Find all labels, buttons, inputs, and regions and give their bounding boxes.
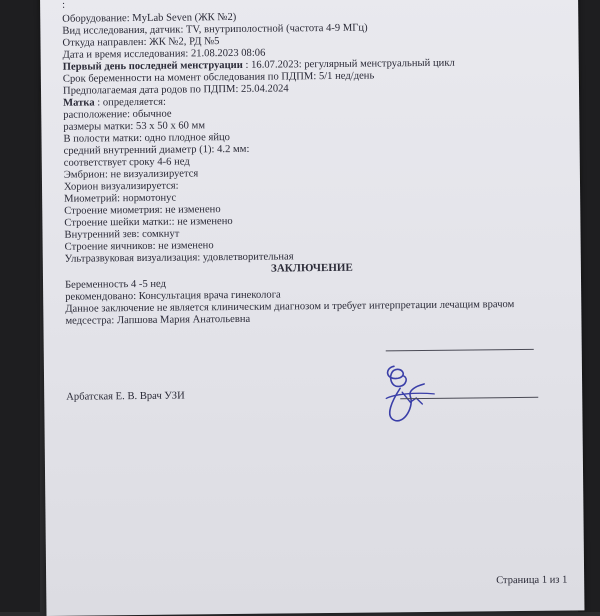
corresponds-line: соответствует сроку 4-6 нед (63, 156, 190, 169)
myometrium-structure-line: Строение миометрия: не изменено (64, 204, 221, 217)
report-page (40, 0, 584, 616)
msd-line: средний внутренний диаметр (1): 4.2 мм: (63, 143, 250, 157)
equipment-line: Оборудование: MyLab Seven (ЖК №2) (62, 11, 237, 25)
ovaries-line: Строение яичников: не изменено (64, 240, 214, 253)
ga-lmp-line: Срок беременности на момент обследования по ПДПМ: 5/1 нед/день (62, 70, 375, 85)
disclaimer-line: Данное заключение не является клиническим диагнозом и требует интерпретации лечащим врачом (65, 299, 515, 315)
position-line: расположение: обычное (63, 108, 172, 121)
uterus-line (63, 97, 166, 110)
referred-from-line: Откуда направлен: ЖК №2, РД №5 (62, 36, 220, 49)
visualization-line: Ультразвуковая визуализация: удовлетворительная (64, 251, 294, 265)
chorion-line: Хорион визуализируется: (63, 180, 179, 193)
exam-datetime-line: Дата и время исследования: 21.08.2023 08:06 (62, 47, 266, 61)
uterus-label: Матка (63, 97, 95, 109)
lmp-label: Первый день последней менструации (62, 59, 243, 73)
exam-type-line: Вид исследования, датчик: TV, внутриполостной (частота 4-9 МГц) (62, 22, 368, 37)
myometrium-line: Миометрий: нормотонус (64, 192, 177, 205)
lmp-value: : 16.07.2023: регулярный менструальный цикл (242, 57, 455, 71)
uterus-value: : определяется: (94, 96, 166, 109)
signature-line-top (386, 349, 534, 352)
signature-line-bottom (400, 397, 538, 399)
page-number: Страница 1 из 1 (496, 574, 568, 587)
conclusion-heading: ЗАКЛЮЧЕНИЕ (270, 261, 353, 275)
recommended-line: рекомендовано: Консультация врача гинеколога (65, 289, 281, 303)
nurse-line: медсестра: Лапшова Мария Анатольевна (65, 313, 251, 327)
edd-line: Предполагаемая дата родов по ПДПМ: 25.04.2024 (62, 83, 289, 97)
signature-mark (364, 358, 445, 429)
embryo-line: Эмбрион: не визуализируется (63, 168, 199, 181)
cavity-line: В полости матки: одно плодное яйцо (63, 132, 230, 145)
top-mark: : (62, 0, 66, 11)
cervix-structure-line: Строение шейки матки:: не изменено (64, 215, 233, 229)
uterus-size-line: размеры матки: 53 x 50 x 60 мм (63, 120, 206, 133)
conclusion-pregnancy-line: Беременность 4 -5 нед (64, 278, 167, 291)
internal-os-line: Внутренний зев: сомкнут (64, 228, 180, 241)
doctor-line: Арбатская Е. В. Врач УЗИ (66, 390, 185, 403)
background-left (0, 0, 40, 612)
